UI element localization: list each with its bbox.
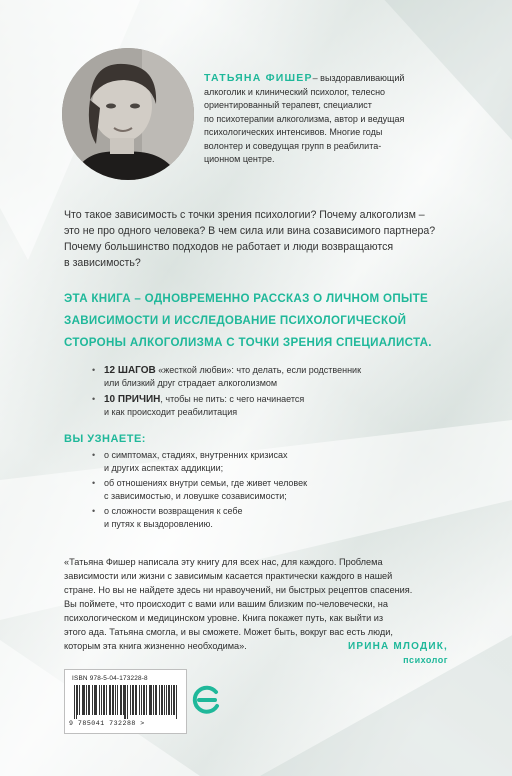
bio-line: по психотерапии алкоголизма, автор и ведущая bbox=[204, 113, 405, 124]
point-text: или близкий друг страдает алкоголизмом bbox=[104, 378, 278, 388]
learn-text: и других аспектах аддикции; bbox=[104, 463, 224, 473]
intro-paragraph bbox=[64, 207, 464, 271]
author-name: ТАТЬЯНА ФИШЕР bbox=[204, 72, 313, 84]
point-bold: 10 ПРИЧИН bbox=[104, 394, 161, 405]
quote-line: психологическом и медицинском уровне. Книга покажет путь, как выйти из bbox=[64, 613, 384, 623]
headline-line: ЭТА КНИГА – ОДНОВРЕМЕННО РАССКАЗ О ЛИЧНОМ ОПЫТЕ bbox=[64, 292, 429, 305]
quote-line: зависимости или жизни с зависимым касается практически каждого в нашей bbox=[64, 571, 393, 581]
learn-text: и путях к выздоровлению. bbox=[104, 519, 213, 529]
intro-line: это не про одного человека? В чем сила или вина созависимого партнера? bbox=[64, 225, 436, 237]
bio-line: психологических интенсивов. Многие годы bbox=[204, 127, 383, 137]
barcode-bars bbox=[74, 685, 178, 719]
quote-line: Вы поймете, что происходит с вами или вашим близким по-человечески, на bbox=[64, 599, 388, 609]
reviewer-name: ИРИНА МЛОДИК, bbox=[347, 641, 448, 652]
reviewer-role: психолог bbox=[403, 655, 448, 665]
intro-line: Что такое зависимость с точки зрения психологии? Почему алкоголизм – bbox=[64, 209, 425, 221]
learn-text: • об отношениях внутри семьи, где живет человек bbox=[104, 478, 308, 488]
bio-line: – выздоравливающий bbox=[312, 73, 405, 83]
barcode-digits: 9 785041 732288 > bbox=[69, 720, 145, 727]
bio-line: ционном центре. bbox=[204, 154, 275, 164]
learn-text: • о симптомах, стадиях, внутренних кризисах bbox=[104, 450, 288, 460]
point-text: , чтобы не пить: с чего начинается bbox=[160, 394, 305, 404]
point-text: и как происходит реабилитация bbox=[104, 407, 238, 417]
learn-text: • о сложности возвращения к себе bbox=[104, 506, 243, 516]
eksmo-e-logo-icon bbox=[190, 684, 222, 716]
review-quote bbox=[64, 555, 464, 653]
quote-line: этого ада. Татьяна смогла, и вы сможете. Может быть, вокруг вас есть люди, bbox=[64, 627, 393, 637]
intro-line: Почему большинство подходов не работает и люди возвращаются bbox=[64, 241, 394, 253]
list-item bbox=[92, 505, 372, 531]
quote-line: стране. Но вы не найдете здесь ни нравоучений, ни быстрых рецептов спасения. bbox=[64, 585, 413, 595]
learn-title: ВЫ УЗНАЕТЕ: bbox=[64, 433, 146, 445]
headline-line: СТОРОНЫ АЛКОГОЛИЗМА С ТОЧКИ ЗРЕНИЯ СПЕЦИАЛИСТА. bbox=[64, 336, 432, 349]
book-headline bbox=[64, 288, 484, 354]
bio-line: волонтер и соведущая групп в реабилита- bbox=[204, 140, 382, 151]
author-photo bbox=[62, 48, 194, 180]
learn-list bbox=[92, 449, 372, 533]
bio-line: ориентированный терапевт, специалист bbox=[204, 100, 372, 110]
list-item bbox=[92, 449, 372, 475]
point-bold: 12 ШАГОВ bbox=[104, 365, 156, 376]
quote-line: «Татьяна Фишер написала эту книгу для всех нас, для каждого. Проблема bbox=[64, 557, 383, 567]
bio-line: алкоголик и клинический психолог, телесно bbox=[204, 86, 386, 97]
author-bio bbox=[204, 72, 472, 167]
headline-line: ЗАВИСИМОСТИ И ИССЛЕДОВАНИЕ ПСИХОЛОГИЧЕСКОЙ bbox=[64, 314, 407, 327]
list-item bbox=[92, 477, 372, 503]
intro-line: в зависимость? bbox=[64, 257, 141, 269]
list-item bbox=[92, 393, 472, 419]
point-text: «жесткой любви»: что делать, если родственник bbox=[155, 365, 362, 375]
learn-text: с зависимостью, и ловушке созависимости; bbox=[104, 491, 287, 501]
isbn-label: ISBN 978-5-04-173228-8 bbox=[72, 675, 148, 682]
list-item bbox=[92, 364, 472, 390]
key-points-list bbox=[92, 364, 472, 422]
quote-line: которым эта книга жизненно необходима». bbox=[64, 641, 247, 651]
barcode bbox=[64, 669, 187, 734]
